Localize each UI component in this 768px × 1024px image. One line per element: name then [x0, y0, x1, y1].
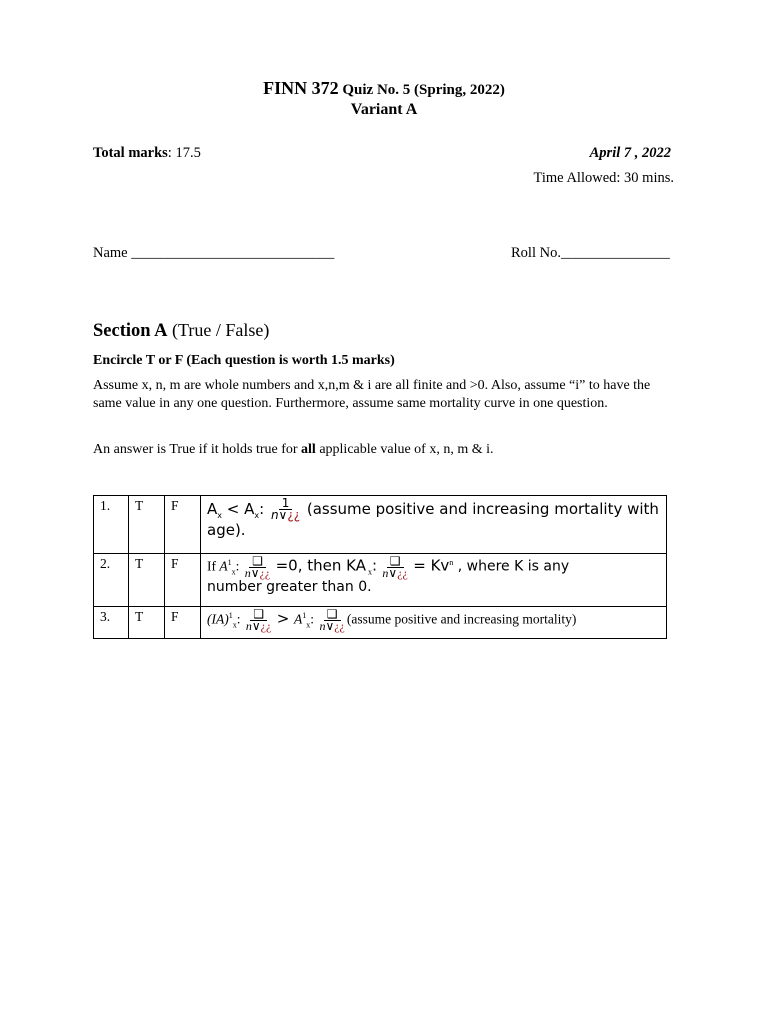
q2-frac2-box: ❑ [387, 556, 404, 568]
name-line[interactable]: ____________________________ [131, 245, 335, 261]
table-row [94, 554, 667, 607]
section-title: Section A [93, 321, 168, 341]
total-marks-label: Total marks [93, 145, 168, 161]
q2-sup-n: n [449, 558, 454, 568]
q3-sup: 1 [228, 611, 233, 621]
q3-gt: > [276, 609, 295, 628]
q2-tail2: number greater than 0. [207, 579, 372, 595]
q2-a: A [219, 558, 228, 574]
q2-frac-box: ❑ [249, 556, 266, 568]
question-text [201, 607, 667, 639]
q3-sub: x [232, 620, 237, 630]
q2-eq0: =0, then KA [275, 556, 366, 575]
q1-statement [207, 496, 659, 539]
roll-line[interactable]: _______________ [560, 245, 670, 261]
q3-den-red: ¿¿ [260, 619, 272, 633]
section-instruction: Encircle T or F (Each question is worth 1.5 marks) [93, 353, 395, 368]
q2-fraction-2 [382, 556, 407, 579]
q2-sup: 1 [227, 558, 232, 568]
rule-prefix: An answer is True if it holds true for [93, 442, 302, 457]
question-number: 2. [94, 554, 129, 607]
q3-frac-box: ❑ [250, 609, 267, 621]
q1-den-red: ¿¿ [287, 508, 301, 522]
rule-bold: all [301, 442, 316, 457]
q1-tail: (assume positive and increasing mortality with age). [207, 500, 659, 539]
q2-colon: : [235, 558, 240, 574]
q1-lt: < [222, 500, 245, 518]
name-field[interactable] [93, 245, 334, 262]
q3-den2-red: ¿¿ [334, 619, 345, 633]
assumptions-paragraph: Assume x, n, m are whole numbers and x,n,m & i are all finite and >0. Also, assume “i” to have the same value in any one question. Furthermore, assume same mortality curve in one question. [93, 378, 651, 411]
q2-den2-n: n∨ [382, 566, 398, 580]
variant-label: Variant A [350, 101, 418, 118]
table-row [94, 496, 667, 554]
q3-sub2: x [306, 620, 311, 630]
true-option[interactable]: T [129, 554, 165, 607]
true-option[interactable]: T [129, 607, 165, 639]
q2-sub: x [231, 567, 236, 577]
q2-den-red: ¿¿ [259, 566, 271, 580]
section-subtitle: (True / False) [172, 320, 270, 340]
table-row [94, 607, 667, 639]
q2-frac-den [245, 568, 270, 579]
q1-sub: x [217, 511, 222, 520]
false-option[interactable]: F [165, 554, 201, 607]
q2-den-n: n∨ [244, 566, 260, 580]
q3-frac-den [246, 621, 271, 632]
q3-fraction-2 [319, 609, 344, 632]
question-text [201, 496, 667, 554]
question-text [201, 554, 667, 607]
q1-frac-num: 1 [279, 498, 293, 510]
roll-label: Roll No. [511, 245, 561, 261]
q2-den2-red: ¿¿ [397, 566, 408, 580]
q2-sub2: x [365, 567, 372, 577]
q3-sup2: 1 [302, 611, 307, 621]
q3-den-n: n∨ [245, 619, 261, 633]
q1-colon: : [259, 500, 265, 518]
q3-a: A [294, 611, 303, 627]
question-table [93, 495, 667, 639]
q1-fraction [271, 498, 300, 521]
q2-if: If [207, 558, 220, 574]
q2-tail: , where K is any [453, 558, 570, 575]
q3-den2-n: n∨ [319, 619, 335, 633]
q3-frac2-den [319, 621, 344, 632]
q3-tail: (assume positive and increasing mortality) [346, 611, 577, 627]
quiz-title [0, 78, 768, 99]
question-number: 1. [94, 496, 129, 554]
q1-b: A [244, 500, 255, 518]
q1-sub2: x [254, 511, 260, 520]
time-allowed: Time Allowed: 30 mins. [533, 170, 674, 186]
false-option[interactable]: F [165, 607, 201, 639]
total-marks-value: : 17.5 [167, 145, 201, 161]
q3-fraction [246, 609, 271, 632]
true-option[interactable]: T [129, 496, 165, 554]
truth-rule-paragraph [93, 441, 673, 459]
course-code: FINN 372 [263, 78, 339, 98]
rule-suffix: applicable value of x, n, m & i. [315, 442, 494, 457]
name-label: Name [93, 245, 128, 261]
quiz-date: April 7 , 2022 [589, 145, 671, 161]
q3-frac2-box: ❑ [324, 609, 341, 621]
q3-colon: : [236, 611, 241, 627]
q3-colon2: : [310, 611, 315, 627]
q3-ia: (IA) [207, 611, 229, 627]
q1-frac-den [271, 510, 300, 521]
q2-kv: = Kv [413, 556, 450, 575]
question-number: 3. [94, 607, 129, 639]
q2-fraction [245, 556, 270, 579]
false-option[interactable]: F [165, 496, 201, 554]
q1-den-n: n∨ [270, 508, 288, 522]
q2-frac2-den [382, 568, 407, 579]
q2-colon2: : [371, 556, 378, 575]
total-marks [93, 145, 201, 162]
roll-field[interactable] [511, 245, 670, 262]
q1-a: A [207, 500, 218, 518]
section-heading [93, 320, 269, 342]
quiz-number: Quiz No. 5 (Spring, 2022) [342, 82, 505, 98]
